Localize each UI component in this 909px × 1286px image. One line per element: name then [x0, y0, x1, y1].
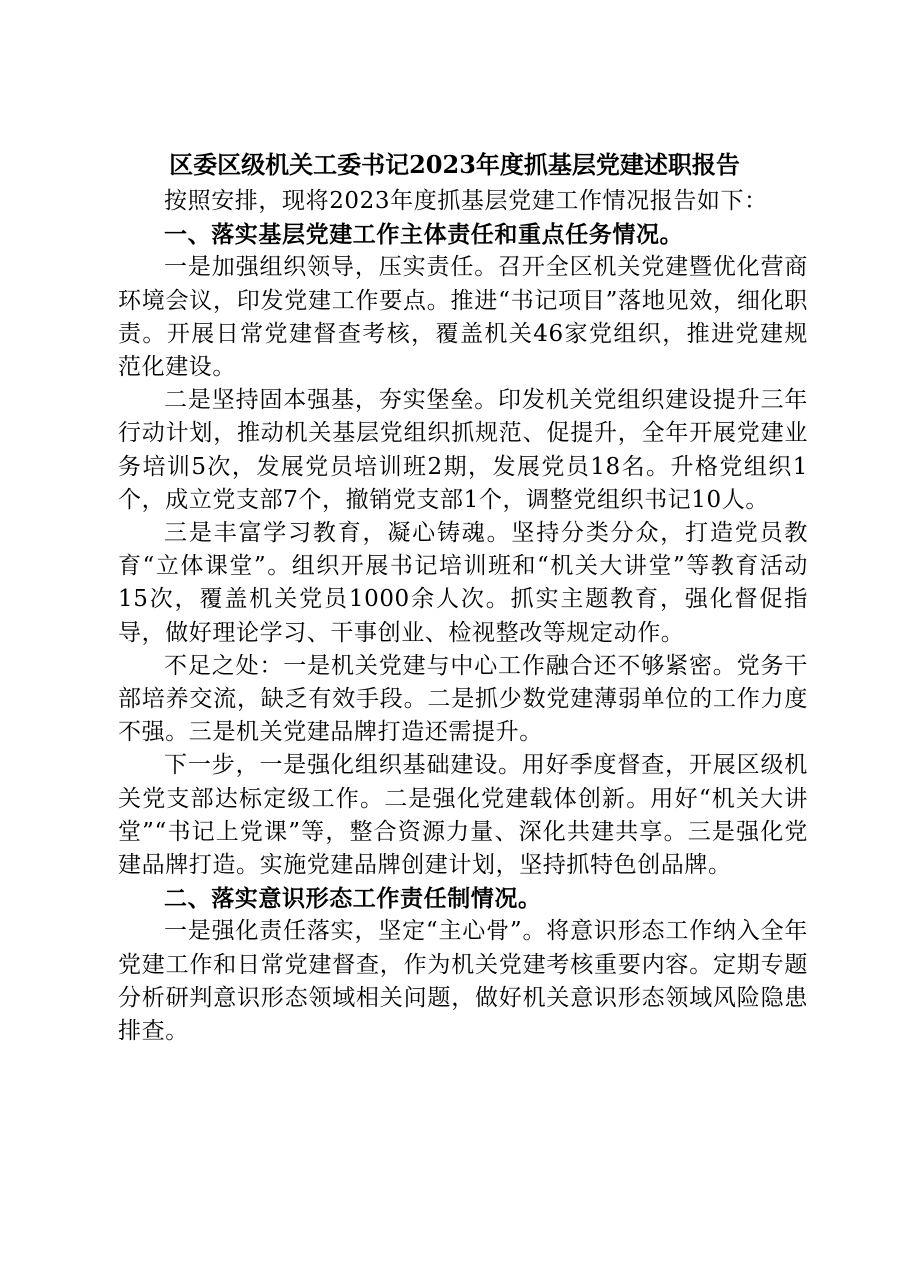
- section-1-paragraph-2: 二是坚持固本强基，夯实堡垒。印发机关党组织建设提升三年行动计划，推动机关基层党组织抓规范、促提升，全年开展党建业务培训5次，发展党员培训班2期，发展党员18名。升格党组织1个，成立党支部7个，撤销党支部1个，调整党组织书记10人。: [118, 387, 808, 513]
- section-1-paragraph-5: 下一步，一是强化组织基础建设。用好季度督查，开展区级机关党支部达标定级工作。二是强化党建载体创新。用好“机关大讲堂”“书记上党课”等，整合资源力量、深化共建共享。三是强化党建品牌打造。实施党建品牌创建计划，坚持抓特色创品牌。: [118, 752, 808, 879]
- section-1-paragraph-4: 不足之处：一是机关党建与中心工作融合还不够紧密。党务干部培养交流，缺乏有效手段。二是抓少数党建薄弱单位的工作力度不强。三是机关党建品牌打造还需提升。: [118, 652, 808, 746]
- section-heading-1: 一、落实基层党建工作主体责任和重点任务情况。: [164, 221, 684, 249]
- section-1-paragraph-1: 一是加强组织领导，压实责任。召开全区机关党建暨优化营商环境会议，印发党建工作要点。推进“书记项目”落地见效，细化职责。开展日常党建督查考核，覆盖机关46家党组织，推进党建规范化建设。: [118, 254, 808, 381]
- document-body: [118, 185, 808, 1048]
- section-heading-2: 二、落实意识形态工作责任制情况。: [164, 885, 542, 913]
- intro-paragraph: 按照安排，现将2023年度抓基层党建工作情况报告如下：: [164, 188, 768, 214]
- section-2-paragraph-1: 一是强化责任落实，坚定“主心骨”。将意识形态工作纳入全年党建工作和日常党建督查，作为机关党建考核重要内容。定期专题分析研判意识形态领域相关问题，做好机关意识形态领域风险隐患排查。: [118, 918, 808, 1045]
- document-title: 区委区级机关工委书记2023年度抓基层党建述职报告: [169, 150, 740, 179]
- section-1-paragraph-3: 三是丰富学习教育，凝心铸魂。坚持分类分众，打造党员教育“立体课堂”。组织开展书记培训班和“机关大讲堂”等教育活动15次，覆盖机关党员1000余人次。抓实主题教育，强化督促指导，做好理论学习、干事创业、检视整改等规定动作。: [118, 520, 808, 646]
